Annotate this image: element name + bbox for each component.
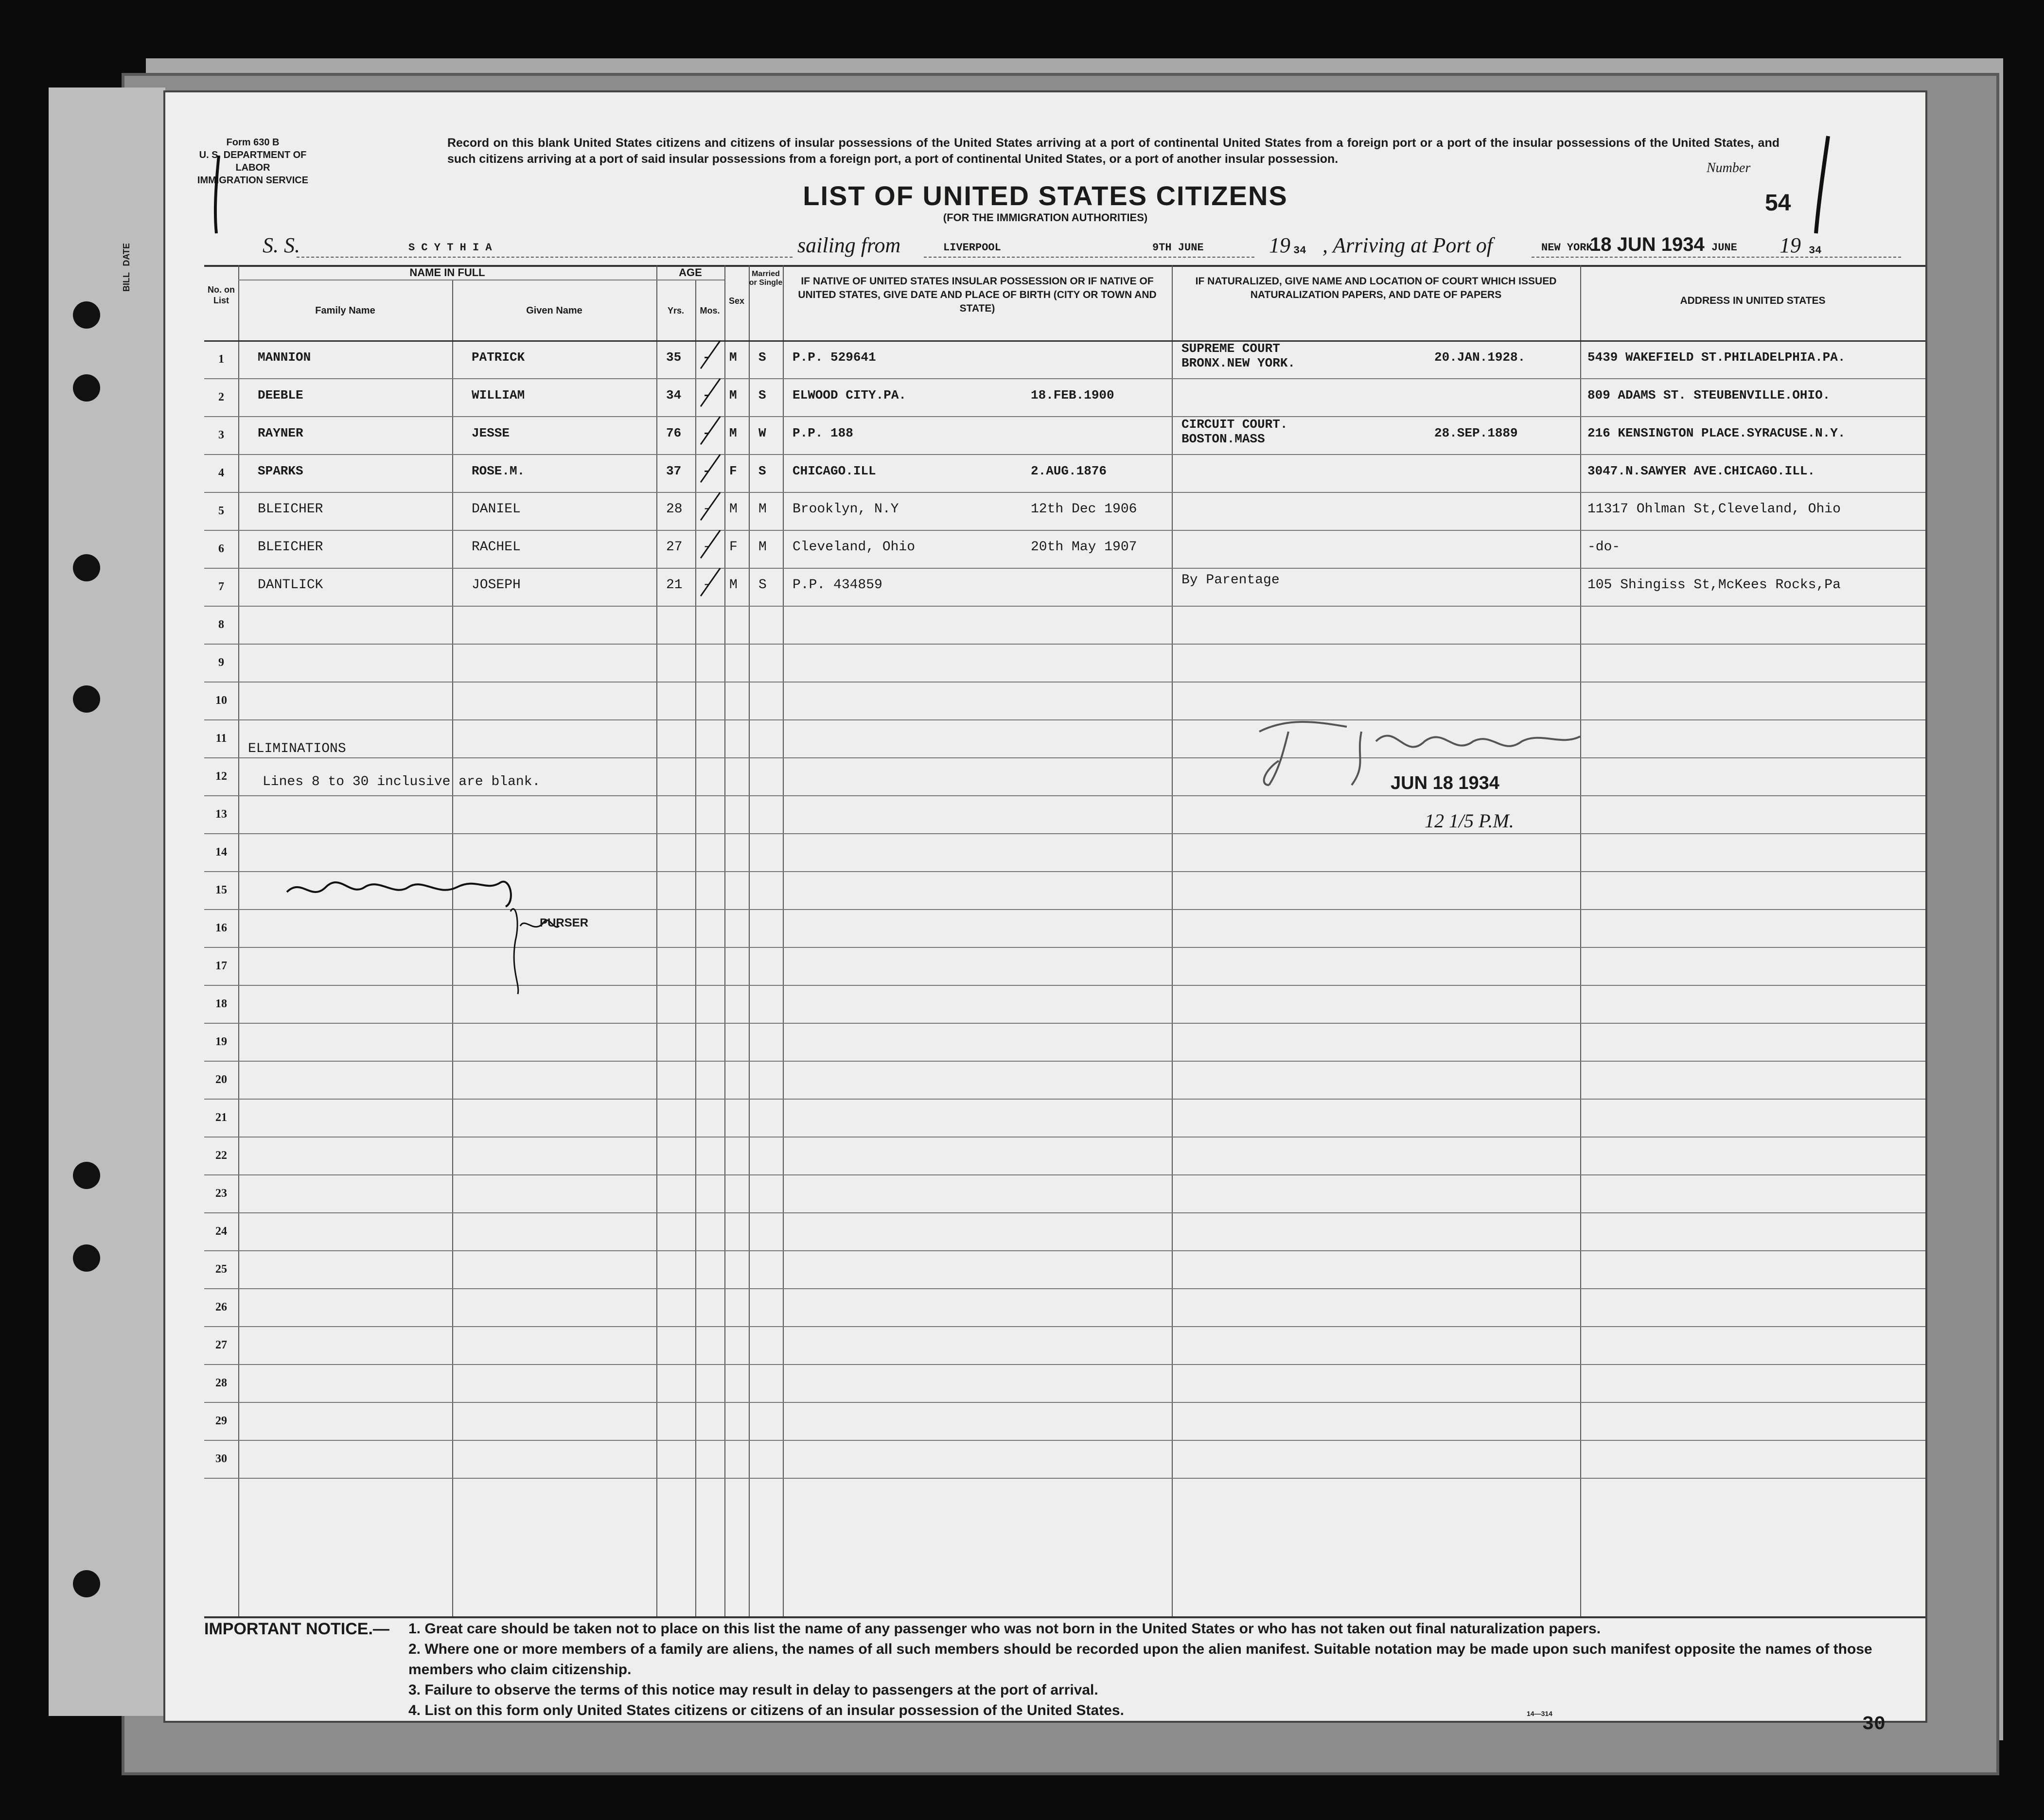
row-rule bbox=[204, 644, 1925, 645]
line-number: 24 bbox=[215, 1225, 227, 1238]
cell-sex: M bbox=[729, 350, 737, 365]
number-label: Number bbox=[1707, 160, 1751, 175]
cell-court: By Parentage bbox=[1181, 573, 1280, 588]
row-rule bbox=[204, 1061, 1925, 1062]
cell-address: 5439 WAKEFIELD ST.PHILADELPHIA.PA. bbox=[1587, 350, 1846, 365]
cell-family-name: DANTLICK bbox=[258, 578, 323, 593]
total-count: 30 bbox=[1862, 1714, 1886, 1735]
row-rule bbox=[204, 1478, 1925, 1479]
line-number: 13 bbox=[215, 808, 227, 821]
year-prefix: 19 bbox=[1269, 233, 1290, 257]
cell-marital-status: S bbox=[758, 388, 766, 402]
cell-family-name: BLEICHER bbox=[258, 540, 323, 555]
cell-age-months: - bbox=[703, 578, 711, 593]
service: IMMIGRATION SERVICE bbox=[197, 175, 309, 186]
cell-age-years: 35 bbox=[666, 350, 682, 365]
row-rule bbox=[204, 1326, 1925, 1327]
date-from: 9TH JUNE bbox=[1152, 242, 1204, 254]
cell-sex: M bbox=[729, 578, 738, 593]
line-number: 18 bbox=[215, 998, 227, 1010]
form-header-block bbox=[190, 136, 316, 187]
row-rule bbox=[204, 1023, 1925, 1024]
row-rule bbox=[204, 871, 1925, 872]
line-number: 12 bbox=[215, 770, 227, 783]
pencil-mark bbox=[209, 151, 229, 238]
cell-family-name: SPARKS bbox=[258, 464, 303, 478]
row-rule bbox=[204, 530, 1925, 531]
cell-given-name: JESSE bbox=[472, 426, 510, 440]
line-number: 7 bbox=[218, 580, 224, 593]
header-no: No. on List bbox=[208, 285, 235, 305]
manifest-sheet bbox=[165, 92, 1925, 1735]
cell-address: 11317 Ohlman St,Cleveland, Ohio bbox=[1587, 502, 1841, 517]
port-from: LIVERPOOL bbox=[943, 242, 1001, 254]
row-rule bbox=[204, 378, 1925, 379]
row-rule bbox=[204, 1402, 1925, 1403]
row-rule bbox=[204, 416, 1925, 417]
ship-name: S C Y T H I A bbox=[408, 242, 492, 254]
line-number: 3 bbox=[218, 429, 224, 441]
row-rule bbox=[204, 568, 1925, 569]
pencil-mark bbox=[1809, 131, 1838, 238]
line-number: 29 bbox=[215, 1415, 227, 1427]
row-rule bbox=[204, 795, 1925, 796]
cell-birth-place: P.P. 434859 bbox=[793, 578, 882, 593]
cell-birth-place: Brooklyn, N.Y bbox=[793, 502, 899, 517]
row-rule bbox=[204, 492, 1925, 493]
cell-given-name: JOSEPH bbox=[472, 578, 521, 593]
cell-address: 809 ADAMS ST. STEUBENVILLE.OHIO. bbox=[1587, 388, 1831, 402]
purser-signature bbox=[282, 873, 574, 994]
cell-birth-date: 18.FEB.1900 bbox=[1031, 388, 1114, 402]
cell-age-years: 28 bbox=[666, 502, 683, 517]
cell-birth-date: 12th Dec 1906 bbox=[1031, 502, 1137, 517]
header-yrs: Yrs. bbox=[667, 306, 685, 315]
purser-label: PURSER bbox=[540, 916, 589, 929]
binder-hole bbox=[73, 1244, 100, 1272]
notice-item: 1. Great care should be taken not to place on this list the name of any passenger who was not born in the United States or who has not taken out final naturalization papers. bbox=[408, 1621, 1601, 1637]
cell-naturalization-date: 20.JAN.1928. bbox=[1434, 350, 1526, 365]
row-rule bbox=[204, 1099, 1925, 1100]
col-divider bbox=[724, 265, 725, 1616]
cell-sex: F bbox=[729, 464, 737, 478]
binder-hole bbox=[73, 1570, 100, 1597]
form-id: Form 630 B bbox=[226, 137, 280, 148]
cell-family-name: MANNION bbox=[258, 350, 311, 365]
cell-sex: M bbox=[729, 426, 737, 440]
col-divider bbox=[656, 265, 657, 1616]
binder-hole bbox=[73, 1162, 100, 1189]
header-name-full: NAME IN FULL bbox=[409, 266, 485, 279]
number-value: 54 bbox=[1765, 190, 1791, 216]
cell-age-months: - bbox=[703, 502, 711, 517]
row-rule bbox=[204, 454, 1925, 455]
line-number: 25 bbox=[215, 1263, 227, 1276]
cell-marital-status: S bbox=[758, 578, 767, 593]
cell-address: 105 Shingiss St,McKees Rocks,Pa bbox=[1587, 578, 1841, 593]
blank-lines-note: Lines 8 to 30 inclusive are blank. bbox=[263, 774, 541, 789]
binder-hole bbox=[73, 374, 100, 402]
line-number: 30 bbox=[215, 1452, 227, 1465]
header-mos: Mos. bbox=[700, 306, 720, 315]
cell-sex: F bbox=[729, 540, 738, 555]
cell-address: 216 KENSINGTON PLACE.SYRACUSE.N.Y. bbox=[1587, 426, 1846, 440]
notice-items bbox=[408, 1619, 1916, 1721]
margin-label-bill: BILL bbox=[122, 272, 131, 292]
cell-birth-place: P.P. 529641 bbox=[793, 350, 876, 365]
eliminations-label: ELIMINATIONS bbox=[248, 741, 346, 756]
binder-hole bbox=[73, 685, 100, 713]
cell-age-years: 34 bbox=[666, 388, 682, 402]
line-number: 16 bbox=[215, 922, 227, 934]
form-print-code: 14—314 bbox=[1527, 1710, 1552, 1717]
cell-family-name: BLEICHER bbox=[258, 502, 323, 517]
cell-age-months: - bbox=[703, 350, 710, 365]
line-number: 4 bbox=[218, 467, 224, 479]
cell-naturalization-date: 28.SEP.1889 bbox=[1434, 426, 1518, 440]
header-given-name: Given Name bbox=[526, 305, 582, 316]
col-divider bbox=[238, 265, 239, 1616]
header-birth: IF NATIVE OF UNITED STATES INSULAR POSSESSION OR IF NATIVE OF UNITED STATES, GIVE DATE AND PLACE OF BIRTH (CITY OR TOWN AND STATE) bbox=[798, 276, 1157, 314]
margin-label-date: DATE bbox=[122, 243, 131, 266]
cell-age-years: 21 bbox=[666, 578, 683, 593]
inspector-time-note: 12 1/5 P.M. bbox=[1425, 810, 1514, 832]
line-number: 20 bbox=[215, 1073, 227, 1086]
arrival-date-stamp: 18 JUN 1934 bbox=[1590, 234, 1705, 255]
cell-marital-status: W bbox=[758, 426, 766, 440]
cell-birth-place: Cleveland, Ohio bbox=[793, 540, 916, 555]
binder-hole bbox=[73, 554, 100, 581]
cell-birth-date: 2.AUG.1876 bbox=[1031, 464, 1107, 478]
line-number: 17 bbox=[215, 960, 227, 972]
department: U. S. DEPARTMENT OF LABOR bbox=[199, 150, 307, 173]
ss-label: S. S. bbox=[263, 233, 300, 257]
col-divider bbox=[1172, 265, 1173, 1616]
arriving-label: , Arriving at Port of bbox=[1322, 233, 1493, 257]
header-age: AGE bbox=[679, 266, 702, 279]
cell-birth-date: 20th May 1907 bbox=[1031, 540, 1137, 555]
notice-item: 2. Where one or more members of a family are aliens, the names of all such members should be recorded upon the alien manifest. Suitable notation may be made upon such manifest opposite the names of those members who claim citizenship. bbox=[408, 1641, 1872, 1678]
port-to: NEW YORK. bbox=[1541, 242, 1599, 254]
row-rule bbox=[204, 1174, 1925, 1175]
line-number: 21 bbox=[215, 1111, 227, 1124]
cell-age-months: - bbox=[703, 388, 710, 402]
header-married: Married or Single bbox=[749, 270, 783, 287]
cell-sex: M bbox=[729, 388, 737, 402]
binder-hole bbox=[73, 301, 100, 329]
arrival-month: JUNE bbox=[1711, 242, 1737, 254]
cell-marital-status: S bbox=[758, 464, 766, 478]
row-rule bbox=[204, 1440, 1925, 1441]
sailing-label: sailing from bbox=[797, 233, 901, 257]
cell-given-name: DANIEL bbox=[472, 502, 521, 517]
cell-marital-status: M bbox=[758, 502, 767, 517]
row-rule bbox=[204, 833, 1925, 834]
record-instructions: Record on this blank United States citizens and citizens of insular possessions of the United States arriving at a port of continental United States from a foreign port or a port of the insular possessions of the United States, and such citizens arriving at a port of said insular possessions from a foreign port, a port of continental United States, or a port of another insular possession. bbox=[447, 136, 1780, 166]
line-number: 2 bbox=[218, 391, 224, 403]
header-bottom-rule bbox=[204, 340, 1925, 342]
line-number: 15 bbox=[215, 884, 227, 896]
cell-birth-place: CHICAGO.ILL bbox=[793, 464, 876, 478]
cell-marital-status: S bbox=[758, 350, 766, 365]
port-from-rule bbox=[924, 257, 1254, 258]
cell-age-years: 27 bbox=[666, 540, 683, 555]
year-suffix: 34 bbox=[1293, 245, 1306, 257]
cell-birth-place: P.P. 188 bbox=[793, 426, 853, 440]
row-rule bbox=[204, 1250, 1925, 1251]
row-rule bbox=[204, 757, 1925, 758]
cell-court: SUPREME COURT bbox=[1181, 341, 1280, 356]
cell-court: CIRCUIT COURT. bbox=[1181, 417, 1288, 432]
row-rule bbox=[204, 1288, 1925, 1289]
line-number: 14 bbox=[215, 846, 227, 858]
line-number: 22 bbox=[215, 1149, 227, 1162]
table-bottom-rule bbox=[204, 1616, 1925, 1618]
line-number: 10 bbox=[215, 694, 227, 707]
header-sex: Sex bbox=[728, 296, 745, 306]
cell-address: 3047.N.SAWYER AVE.CHICAGO.ILL. bbox=[1587, 464, 1815, 478]
notice-lead: IMPORTANT NOTICE.— bbox=[204, 1620, 389, 1638]
line-number: 5 bbox=[218, 505, 224, 517]
notice-item: 3. Failure to observe the terms of this notice may result in delay to passengers at the port of arrival. bbox=[408, 1682, 1098, 1698]
cell-family-name: DEEBLE bbox=[258, 388, 303, 402]
trail-year-prefix: 19 bbox=[1780, 233, 1801, 257]
col-divider bbox=[783, 265, 784, 1616]
row-rule bbox=[204, 1212, 1925, 1213]
ship-info-line bbox=[165, 224, 1925, 262]
port-to-rule bbox=[1532, 257, 1901, 258]
cell-age-months: - bbox=[703, 464, 710, 478]
cell-court-location: BRONX.NEW YORK. bbox=[1181, 356, 1296, 370]
row-rule bbox=[204, 719, 1925, 720]
line-number: 11 bbox=[215, 732, 227, 745]
ship-name-rule bbox=[297, 257, 793, 258]
line-number: 19 bbox=[215, 1035, 227, 1048]
cell-court-location: BOSTON.MASS bbox=[1181, 432, 1265, 446]
col-divider bbox=[1580, 265, 1581, 1616]
page-title: LIST OF UNITED STATES CITIZENS bbox=[803, 180, 1288, 211]
line-number: 8 bbox=[218, 618, 224, 631]
cell-age-months: - bbox=[703, 426, 710, 440]
cell-age-years: 37 bbox=[666, 464, 682, 478]
row-rule bbox=[204, 606, 1925, 607]
line-number: 27 bbox=[215, 1339, 227, 1351]
trail-year-suffix: 34 bbox=[1809, 245, 1822, 257]
cell-given-name: RACHEL bbox=[472, 540, 521, 555]
header-address: ADDRESS IN UNITED STATES bbox=[1680, 295, 1826, 306]
row-rule bbox=[204, 1137, 1925, 1138]
col-divider bbox=[695, 280, 696, 1616]
cell-age-months: - bbox=[703, 540, 711, 555]
row-rule bbox=[204, 1364, 1925, 1365]
cell-age-years: 76 bbox=[666, 426, 682, 440]
cell-sex: M bbox=[729, 502, 738, 517]
cell-given-name: ROSE.M. bbox=[472, 464, 525, 478]
line-number: 23 bbox=[215, 1187, 227, 1200]
binding-margin bbox=[49, 88, 165, 1716]
cell-address: -do- bbox=[1587, 540, 1621, 555]
line-number: 26 bbox=[215, 1301, 227, 1313]
line-number: 6 bbox=[218, 542, 224, 555]
line-number: 9 bbox=[218, 656, 224, 669]
cell-given-name: WILLIAM bbox=[472, 388, 525, 402]
header-naturalized: IF NATURALIZED, GIVE NAME AND LOCATION OF COURT WHICH ISSUED NATURALIZATION PAPERS, AND DATE OF PAPERS bbox=[1195, 276, 1557, 300]
line-number: 1 bbox=[218, 353, 224, 366]
notice-item: 4. List on this form only United States citizens or citizens of an insular possession of the United States. 14—314 bbox=[408, 1700, 1916, 1721]
inspector-stamp: JUN 18 1934 bbox=[1391, 773, 1499, 793]
header-family-name: Family Name bbox=[315, 305, 375, 316]
page-subtitle: (FOR THE IMMIGRATION AUTHORITIES) bbox=[943, 211, 1148, 224]
line-number: 28 bbox=[215, 1377, 227, 1389]
cell-marital-status: M bbox=[758, 540, 767, 555]
cell-family-name: RAYNER bbox=[258, 426, 303, 440]
cell-birth-place: ELWOOD CITY.PA. bbox=[793, 388, 907, 402]
col-divider bbox=[749, 265, 750, 1616]
cell-given-name: PATRICK bbox=[472, 350, 525, 365]
